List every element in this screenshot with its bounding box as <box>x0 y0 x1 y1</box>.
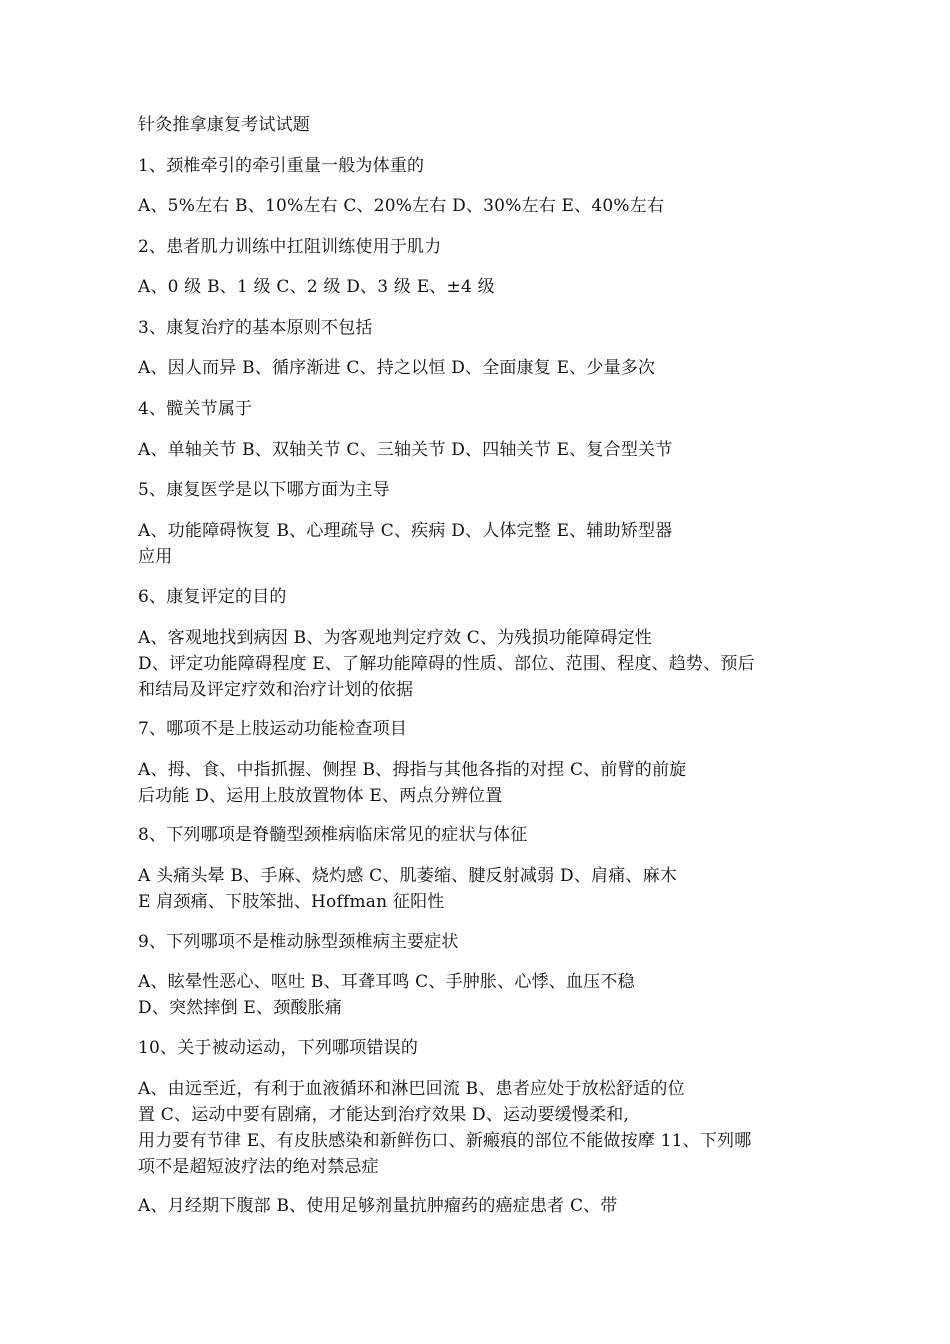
options-5-cont: 应用 <box>138 547 173 567</box>
question-1: 1、颈椎牵引的牵引重量一般为体重的 <box>138 156 425 176</box>
question-9: 9、下列哪项不是椎动脉型颈椎病主要症状 <box>138 932 459 952</box>
question-10: 10、关于被动运动，下列哪项错误的 <box>138 1038 419 1058</box>
question-5: 5、康复医学是以下哪方面为主导 <box>138 480 390 500</box>
document-title: 针灸推拿康复考试试题 <box>138 115 310 135</box>
options-3: A、因人而异 B、循序渐进 C、持之以恒 D、全面康复 E、少量多次 <box>138 358 656 378</box>
options-7-cont: 后功能 D、运用上肢放置物体 E、两点分辨位置 <box>138 786 503 806</box>
options-6: A、客观地找到病因 B、为客观地判定疗效 C、为残损功能障碍定性 <box>138 628 652 648</box>
question-4: 4、髋关节属于 <box>138 399 253 419</box>
options-10-cont-2: 用力要有节律 E、有皮肤感染和新鲜伤口、新瘢痕的部位不能做按摩 11、下列哪 <box>138 1131 752 1151</box>
options-9: A、眩晕性恶心、呕吐 B、耳聋耳鸣 C、手肿胀、心悸、血压不稳 <box>138 972 635 992</box>
question-7: 7、哪项不是上肢运动功能检查项目 <box>138 719 408 739</box>
question-8: 8、下列哪项是脊髓型颈椎病临床常见的症状与体征 <box>138 825 528 845</box>
options-6-cont-1: D、评定功能障碍程度 E、了解功能障碍的性质、部位、范围、程度、趋势、预后 <box>138 654 755 674</box>
question-11: 项不是超短波疗法的绝对禁忌症 <box>138 1157 379 1177</box>
options-1: A、5%左右 B、10%左右 C、20%左右 D、30%左右 E、40%左右 <box>138 196 665 216</box>
options-4: A、单轴关节 B、双轴关节 C、三轴关节 D、四轴关节 E、复合型关节 <box>138 440 673 460</box>
options-9-cont: D、突然摔倒 E、颈酸胀痛 <box>138 998 343 1018</box>
options-2: A、0 级 B、1 级 C、2 级 D、3 级 E、±4 级 <box>138 277 495 297</box>
options-5: A、功能障碍恢复 B、心理疏导 C、疾病 D、人体完整 E、辅助矫型器 <box>138 521 673 541</box>
options-8-cont: E 肩颈痛、下肢笨拙、Hoffman 征阳性 <box>138 892 445 912</box>
options-6-cont-2: 和结局及评定疗效和治疗计划的依据 <box>138 680 414 700</box>
options-10-cont-1: 置 C、运动中要有剧痛，才能达到治疗效果 D、运动要缓慢柔和, <box>138 1105 630 1125</box>
question-2: 2、患者肌力训练中扛阻训练使用于肌力 <box>138 237 442 257</box>
options-8: A 头痛头晕 B、手麻、烧灼感 C、肌萎缩、腱反射减弱 D、肩痛、麻木 <box>138 866 678 886</box>
options-7: A、拇、食、中指抓握、侧捏 B、拇指与其他各指的对捏 C、前臂的前旋 <box>138 760 687 780</box>
question-6: 6、康复评定的目的 <box>138 587 287 607</box>
question-3: 3、康复治疗的基本原则不包括 <box>138 318 373 338</box>
options-11: A、月经期下腹部 B、使用足够剂量抗肿瘤药的癌症患者 C、带 <box>138 1196 618 1216</box>
options-10: A、由远至近，有利于血液循环和淋巴回流 B、患者应处于放松舒适的位 <box>138 1079 685 1099</box>
